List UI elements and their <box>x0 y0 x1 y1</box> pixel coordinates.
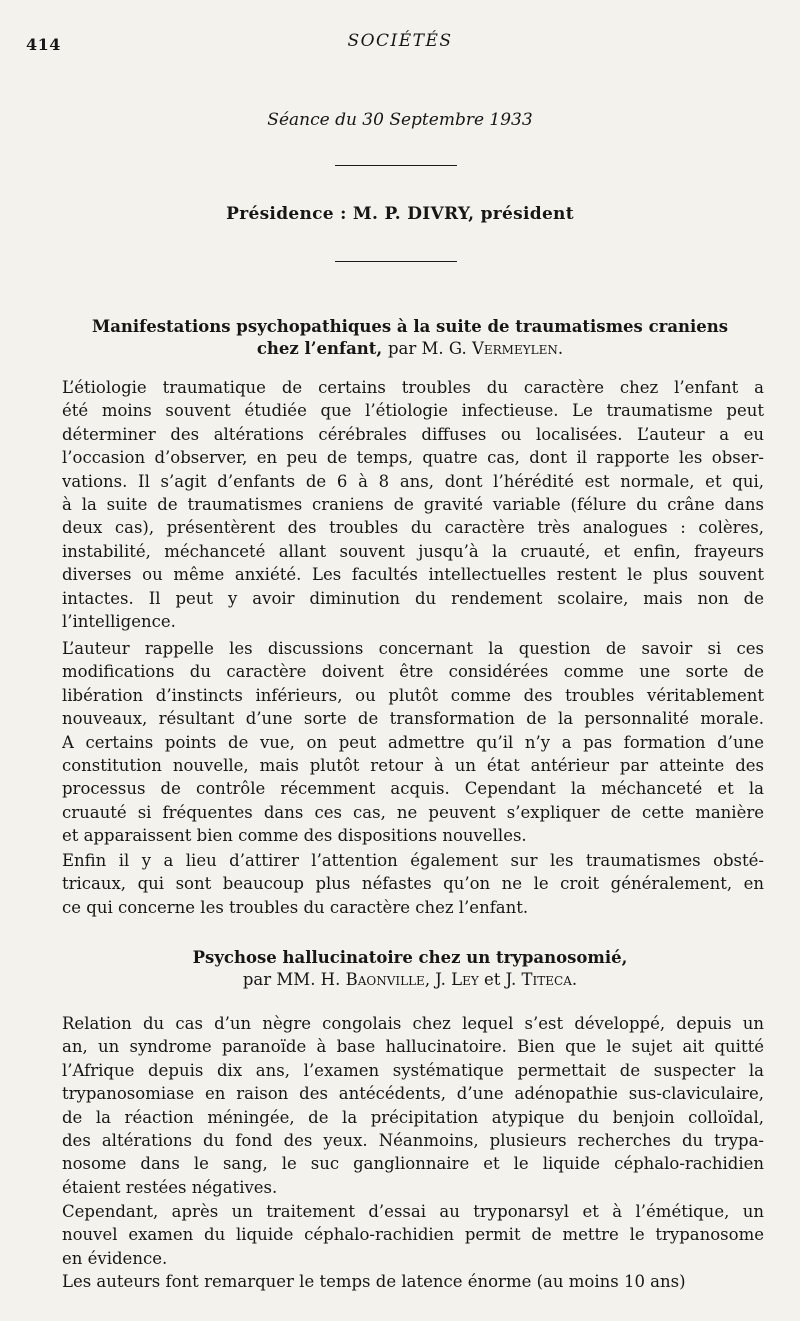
article1-author: Vermeylen <box>471 339 558 358</box>
text-line: étaient restées négatives. <box>62 1177 278 1197</box>
text-line: ce qui concerne les troubles du caractère chez l’enfant. <box>62 897 529 917</box>
text-line: instabilité, méchanceté allant souvent jusqu’à la cruauté, et enfin, frayeurs <box>62 541 764 561</box>
text-line: diverses ou même anxiété. Les facultés intellectuelles restent le plus souvent <box>62 565 764 585</box>
page-number: 414 <box>26 35 61 54</box>
text-line: nosome dans le sang, le suc ganglionnaire et le liquide céphalo-rachidien <box>62 1154 764 1174</box>
running-head: SOCIÉTÉS <box>347 31 453 51</box>
text-line: cruauté si fréquentes dans ces cas, ne peuvent s’expliquer de cette manière <box>62 802 764 822</box>
text-line: l’Afrique depuis dix ans, l’examen systématique permettait de suspecter la <box>62 1060 764 1080</box>
text-line: tricaux, qui sont beaucoup plus néfastes qu’on ne le croit généralement, en <box>62 874 764 894</box>
text-line: en évidence. <box>62 1248 168 1268</box>
article2-title-line1: Psychose hallucinatoire chez un trypanosomié, <box>192 948 628 967</box>
article1-paragraph-2 <box>62 637 764 848</box>
text-line: vations. Il s’agit d’enfants de 6 à 8 ans, dont l’hérédité est normale, et qui, <box>62 471 764 491</box>
text-line: processus de contrôle récemment acquis. Cependant la méchanceté et la <box>62 779 764 799</box>
divider-rule <box>335 261 457 262</box>
text-line: l’intelligence. <box>62 612 176 632</box>
text-line: Enfin il y a lieu d’attirer l’attention également sur les traumatismes obsté- <box>62 851 764 870</box>
divider-rule <box>335 165 457 166</box>
article2-paragraph-2 <box>62 1200 764 1270</box>
article1-title <box>50 316 770 360</box>
text-line: nouveaux, résultant d’une sorte de transformation de la personnalité morale. <box>62 709 764 729</box>
text-line: nouvel examen du liquide céphalo-rachidien permit de mettre le trypanosome <box>62 1225 764 1245</box>
article1-paragraph-3 <box>62 849 764 919</box>
text-line: deux cas), présentèrent des troubles du caractère très analogues : colères, <box>62 518 764 538</box>
article2-author-2: Ley <box>451 970 479 989</box>
text-line: constitution nouvelle, mais plutôt retour à un état antérieur par atteinte des <box>62 756 764 776</box>
text-line: à la suite de traumatismes craniens de gravité variable (félure du crâne dans <box>62 495 764 515</box>
article2-paragraph-1 <box>62 1012 764 1199</box>
text-line: Relation du cas d’un nègre congolais chez lequel s’est développé, depuis un <box>62 1014 764 1033</box>
text-line: déterminer des altérations cérébrales diffuses ou localisées. L’auteur a eu <box>62 424 764 444</box>
article1-title-line2: chez l’enfant, par M. G. Vermeylen. <box>256 339 564 358</box>
article2-byline: par MM. H. Baonville, J. Ley et J. Titeca. <box>242 970 578 989</box>
presidency-line: Présidence : M. P. DIVRY, président <box>226 204 574 224</box>
text-line: an, un syndrome paranoïde à base hallucinatoire. Bien que le sujet ait quitté <box>62 1037 764 1057</box>
text-line: de la réaction méningée, de la précipitation atypique du benjoin colloïdal, <box>62 1107 764 1127</box>
text-line: été moins souvent étudiée que l’étiologie infectieuse. Le traumatisme peut <box>62 401 764 421</box>
article1-title-line1: Manifestations psychopathiques à la suite de traumatismes craniens <box>91 317 729 336</box>
article2-paragraph-3 <box>62 1270 764 1293</box>
text-line: et apparaissent bien comme des dispositions nouvelles. <box>62 826 527 846</box>
text-line: L’étiologie traumatique de certains troubles du caractère chez l’enfant a <box>62 378 764 397</box>
text-line: des altérations du fond des yeux. Néanmoins, plusieurs recherches du trypa- <box>62 1131 764 1151</box>
text-line: libération d’instincts inférieurs, ou plutôt comme des troubles véritablement <box>62 685 764 705</box>
text-line: Les auteurs font remarquer le temps de latence énorme (au moins 10 ans) <box>62 1272 686 1291</box>
session-date: Séance du 30 Septembre 1933 <box>267 110 533 130</box>
text-line: trypanosomiase en raison des antécédents, d’une adénopathie sus-claviculaire, <box>62 1084 764 1104</box>
article2-author-3: Titeca <box>521 970 572 989</box>
text-line: Cependant, après un traitement d’essai au tryponarsyl et à l’émétique, un <box>62 1202 764 1221</box>
article2-author-1: Baonville <box>345 970 425 989</box>
text-line: A certains points de vue, on peut admettre qu’il n’y a pas formation d’une <box>62 732 764 752</box>
text-line: intactes. Il peut y avoir diminution du rendement scolaire, mais non de <box>62 588 764 608</box>
article1-paragraph-1 <box>62 376 764 633</box>
article1-byline: par M. G. Vermeylen. <box>387 339 564 358</box>
article2-title <box>50 947 770 991</box>
text-line: l’occasion d’observer, en peu de temps, quatre cas, dont il rapporte les obser- <box>62 448 764 468</box>
text-line: L’auteur rappelle les discussions concernant la question de savoir si ces <box>62 639 764 658</box>
text-line: modifications du caractère doivent être considérées comme une sorte de <box>62 662 764 682</box>
